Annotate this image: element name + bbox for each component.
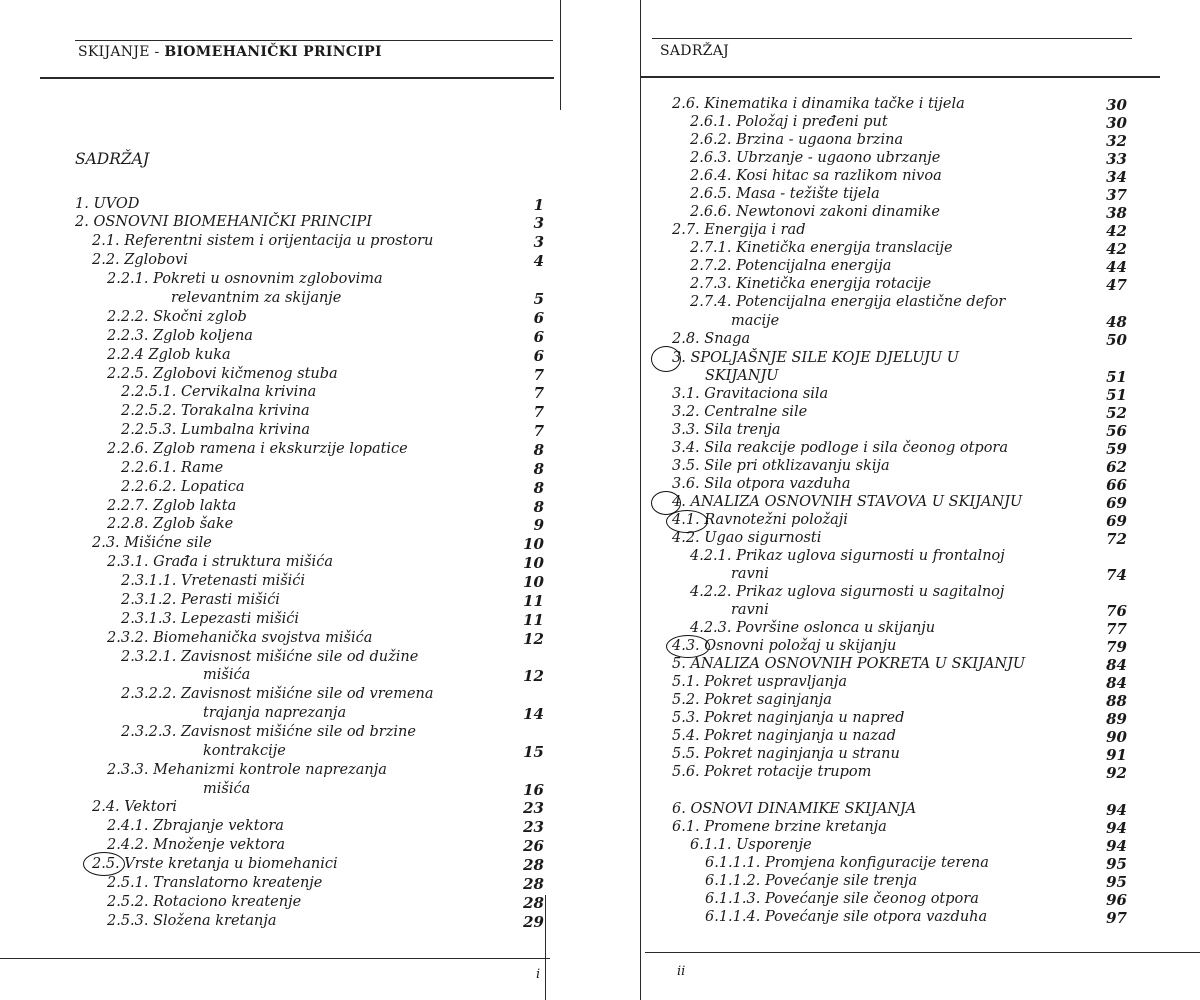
toc-entry-page: 6 <box>533 347 544 365</box>
toc-entry-page: 47 <box>1106 276 1127 294</box>
toc-entry-title: 6.1.1.4. Povećanje sile otpora vazduha <box>705 909 988 925</box>
toc-entry-page: 90 <box>1106 728 1127 746</box>
toc-entry-page: 92 <box>1106 764 1127 782</box>
left-header-bold: BIOMEHANIČKI PRINCIPI <box>164 44 382 60</box>
toc-entry-title: 2.5. Vrste kretanja u biomehanici <box>92 856 338 872</box>
toc-entry-page: 28 <box>523 856 544 874</box>
toc-entry-page: 10 <box>523 535 544 553</box>
left-header-rule-top <box>75 40 553 41</box>
toc-entry-page: 28 <box>523 875 544 893</box>
toc-entry-page: 76 <box>1106 602 1127 620</box>
right-page-number: ii <box>677 964 686 979</box>
toc-entry-page: 7 <box>533 384 544 402</box>
toc-entry-title: 3.3. Sila trenja <box>672 422 781 438</box>
toc-entry-page: 51 <box>1106 386 1127 404</box>
toc-entry-title: 2.6. Kinematika i dinamika tačke i tijela <box>672 96 965 112</box>
toc-entry-page: 50 <box>1106 331 1127 349</box>
toc-entry-title: 6.1.1.2. Povećanje sile trenja <box>705 873 918 889</box>
toc-entry-page: 7 <box>533 366 544 384</box>
toc-entry-page: 11 <box>523 592 544 610</box>
toc-entry-page: 6 <box>533 309 544 327</box>
toc-entry-title: 3.1. Gravitaciona sila <box>672 386 829 402</box>
toc-entry-page: 10 <box>523 573 544 591</box>
toc-entry-title: 2.7. Energija i rad <box>672 222 806 238</box>
toc-entry-page: 37 <box>1106 186 1127 204</box>
toc-entry-page: 8 <box>533 479 544 497</box>
toc-entry-title: 6.1.1. Usporenje <box>690 837 812 853</box>
toc-entry-title: 5.5. Pokret naginjanja u stranu <box>672 746 900 762</box>
toc-entry-page: 6 <box>533 328 544 346</box>
toc-entry-title: 2.4.2. Množenje vektora <box>107 837 285 853</box>
toc-entry-title: 2.2.5.2. Torakalna krivina <box>121 403 310 419</box>
toc-entry-title: 2.3.3. Mehanizmi kontrole naprezanja <box>107 762 387 778</box>
toc-entry-title: 2.3.1.1. Vretenasti mišići <box>121 573 306 589</box>
right-footer-rule <box>645 952 1200 953</box>
toc-entry-title: 4.2.3. Površine oslonca u skijanju <box>690 620 936 636</box>
toc-entry-title: 3.4. Sila reakcije podloge i sila čeonog otpora <box>672 440 1009 456</box>
toc-entry-title: 1. UVOD <box>75 196 140 212</box>
toc-entry-title: macije <box>731 313 780 329</box>
toc-entry-title: kontrakcije <box>203 743 286 759</box>
toc-entry-page: 7 <box>533 403 544 421</box>
left-running-header <box>78 44 382 60</box>
toc-entry-title: 2.3. Mišićne sile <box>92 535 212 551</box>
toc-entry-title: mišića <box>203 667 251 683</box>
toc-entry-page: 14 <box>523 705 544 723</box>
toc-entry-title: 2.2.2. Skočni zglob <box>107 309 247 325</box>
toc-entry-title: 4.2.2. Prikaz uglova sigurnosti u sagitalnoj <box>690 584 1005 600</box>
toc-entry-page: 51 <box>1106 368 1127 386</box>
toc-entry-page: 66 <box>1106 476 1127 494</box>
toc-entry-title: 5. ANALIZA OSNOVNIH POKRETA U SKIJANJU <box>672 656 1026 672</box>
toc-entry-title: 2.3.2.1. Zavisnost mišićne sile od dužine <box>121 649 419 665</box>
toc-entry-page: 96 <box>1106 891 1127 909</box>
circled-section-4-3 <box>666 635 710 658</box>
toc-entry-title: 2.3.2.2. Zavisnost mišićne sile od vremena <box>121 686 434 702</box>
toc-entry-title: 3. SPOLJAŠNJE SILE KOJE DJELUJU U <box>672 350 959 366</box>
toc-entry-page: 34 <box>1106 168 1127 186</box>
toc-entry-page: 84 <box>1106 674 1127 692</box>
toc-entry-title: 2.7.4. Potencijalna energija elastične defor <box>690 294 1006 310</box>
toc-entry-title: 2.6.3. Ubrzanje - ugaono ubrzanje <box>690 150 941 166</box>
toc-entry-page: 3 <box>533 233 544 251</box>
toc-entry-page: 44 <box>1106 258 1127 276</box>
right-header-text: SADRŽAJ <box>660 43 730 59</box>
toc-entry-page: 23 <box>523 799 544 817</box>
toc-entry-page: 7 <box>533 422 544 440</box>
toc-entry-title: 4.2. Ugao sigurnosti <box>672 530 822 546</box>
left-header-plain: SKIJANJE - <box>78 44 165 60</box>
toc-entry-title: SKIJANJU <box>705 368 779 384</box>
toc-entry-page: 38 <box>1106 204 1127 222</box>
toc-entry-title: mišića <box>203 781 251 797</box>
toc-entry-page: 94 <box>1106 801 1127 819</box>
toc-entry-title: ravni <box>731 602 769 618</box>
toc-entry-page: 88 <box>1106 692 1127 710</box>
toc-entry-title: 6.1. Promene brzine kretanja <box>672 819 887 835</box>
toc-entry-page: 29 <box>523 913 544 931</box>
toc-entry-page: 33 <box>1106 150 1127 168</box>
toc-entry-page: 94 <box>1106 837 1127 855</box>
left-vertical-edge-top <box>560 0 561 110</box>
toc-entry-title: 2.4.1. Zbrajanje vektora <box>107 818 284 834</box>
toc-entry-title: 4.1. Ravnotežni položaji <box>672 512 848 528</box>
toc-entry-title: 2.2.6. Zglob ramena i ekskurzije lopatice <box>107 441 408 457</box>
toc-entry-title: 2.6.4. Kosi hitac sa razlikom nivoa <box>690 168 942 184</box>
toc-entry-page: 79 <box>1106 638 1127 656</box>
toc-entry-page: 69 <box>1106 494 1127 512</box>
toc-entry-title: 2.2.7. Zglob lakta <box>107 498 237 514</box>
toc-entry-title: 2.3.1. Građa i struktura mišića <box>107 554 333 570</box>
toc-entry-title: 2.2.3. Zglob koljena <box>107 328 253 344</box>
toc-entry-page: 5 <box>533 290 544 308</box>
toc-entry-page: 89 <box>1106 710 1127 728</box>
toc-entry-title: 2.3.1.3. Lepezasti mišići <box>121 611 300 627</box>
toc-entry-title: ravni <box>731 566 769 582</box>
toc-entry-title: 2.5.1. Translatorno kreatenje <box>107 875 323 891</box>
toc-entry-page: 11 <box>523 611 544 629</box>
toc-entry-title: 3.6. Sila otpora vazduha <box>672 476 851 492</box>
toc-entry-title: 2.5.3. Složena kretanja <box>107 913 277 929</box>
left-page-number: i <box>536 967 541 982</box>
toc-entry-title: 2.7.2. Potencijalna energija <box>690 258 892 274</box>
toc-entry-page: 8 <box>533 441 544 459</box>
toc-entry-title: 2.3.2. Biomehanička svojstva mišića <box>107 630 373 646</box>
toc-entry-title: 2.2.4 Zglob kuka <box>107 347 231 363</box>
right-running-header <box>660 43 729 59</box>
toc-entry-title: 2.2.6.1. Rame <box>121 460 224 476</box>
toc-entry-page: 28 <box>523 894 544 912</box>
toc-entry-title: 2.2. Zglobovi <box>92 252 188 268</box>
toc-entry-page: 3 <box>533 214 544 232</box>
toc-entry-title: 6.1.1.1. Promjena konfiguracije terena <box>705 855 989 871</box>
toc-entry-page: 8 <box>533 498 544 516</box>
right-header-rule-bottom <box>640 76 1160 78</box>
toc-entry-title: 2.3.1.2. Perasti mišići <box>121 592 280 608</box>
toc-entry-title: 2.4. Vektori <box>92 799 177 815</box>
toc-entry-page: 77 <box>1106 620 1127 638</box>
toc-entry-page: 48 <box>1106 313 1127 331</box>
toc-entry-title: relevantnim za skijanje <box>171 290 342 306</box>
toc-entry-page: 30 <box>1106 114 1127 132</box>
toc-entry-page: 16 <box>523 781 544 799</box>
circled-section-2-5 <box>83 852 125 876</box>
toc-entry-title: 2.2.1. Pokreti u osnovnim zglobovima <box>107 271 383 287</box>
toc-entry-page: 62 <box>1106 458 1127 476</box>
toc-entry-page: 15 <box>523 743 544 761</box>
toc-entry-page: 12 <box>523 667 544 685</box>
toc-entry-page: 95 <box>1106 873 1127 891</box>
right-vertical-edge <box>640 0 641 1000</box>
toc-entry-title: 2.7.1. Kinetička energija translacije <box>690 240 953 256</box>
toc-entry-title: 6.1.1.3. Povećanje sile čeonog otpora <box>705 891 979 907</box>
toc-entry-page: 23 <box>523 818 544 836</box>
toc-entry-title: 4.2.1. Prikaz uglova sigurnosti u frontalnoj <box>690 548 1005 564</box>
toc-entry-title: 3.5. Sile pri otklizavanju skija <box>672 458 890 474</box>
toc-entry-title: 4.3. Osnovni položaj u skijanju <box>672 638 897 654</box>
toc-entry-page: 42 <box>1106 240 1127 258</box>
toc-entry-title: trajanja naprezanja <box>203 705 347 721</box>
toc-entry-page: 69 <box>1106 512 1127 530</box>
toc-entry-page: 84 <box>1106 656 1127 674</box>
toc-entry-title: 2.1. Referentni sistem i orijentacija u prostoru <box>92 233 434 249</box>
toc-entry-title: 2.2.5.3. Lumbalna krivina <box>121 422 310 438</box>
toc-entry-page: 26 <box>523 837 544 855</box>
toc-entry-page: 52 <box>1106 404 1127 422</box>
toc-entry-page: 72 <box>1106 530 1127 548</box>
toc-entry-title: 2.2.5.1. Cervikalna krivina <box>121 384 317 400</box>
toc-entry-page: 91 <box>1106 746 1127 764</box>
toc-entry-page: 74 <box>1106 566 1127 584</box>
toc-entry-title: 2.2.6.2. Lopatica <box>121 479 245 495</box>
left-vertical-edge-bottom <box>545 895 546 1000</box>
toc-entry-title: 5.4. Pokret naginjanja u nazad <box>672 728 896 744</box>
toc-entry-title: 2.2.5. Zglobovi kičmenog stuba <box>107 366 338 382</box>
toc-entry-page: 95 <box>1106 855 1127 873</box>
circled-section-3 <box>651 346 681 372</box>
toc-entry-title: 6. OSNOVI DINAMIKE SKIJANJA <box>672 801 917 817</box>
toc-entry-title: 2.6.1. Položaj i pređeni put <box>690 114 888 130</box>
toc-entry-title: 5.1. Pokret uspravljanja <box>672 674 847 690</box>
toc-entry-title: 2.6.2. Brzina - ugaona brzina <box>690 132 904 148</box>
toc-entry-title: 2. OSNOVNI BIOMEHANIČKI PRINCIPI <box>75 214 372 230</box>
toc-entry-title: 2.3.2.3. Zavisnost mišićne sile od brzine <box>121 724 416 740</box>
toc-entry-page: 1 <box>533 196 544 214</box>
toc-entry-page: 97 <box>1106 909 1127 927</box>
toc-title: SADRŽAJ <box>75 150 150 168</box>
toc-entry-title: 2.8. Snaga <box>672 331 751 347</box>
toc-entry-title: 5.3. Pokret naginjanja u napred <box>672 710 905 726</box>
toc-entry-page: 30 <box>1106 96 1127 114</box>
toc-entry-title: 5.6. Pokret rotacije trupom <box>672 764 872 780</box>
left-header-rule-bottom <box>40 77 554 79</box>
toc-entry-title: 4. ANALIZA OSNOVNIH STAVOVA U SKIJANJU <box>672 494 1023 510</box>
toc-entry-title: 2.7.3. Kinetička energija rotacije <box>690 276 932 292</box>
toc-entry-page: 42 <box>1106 222 1127 240</box>
toc-entry-page: 8 <box>533 460 544 478</box>
toc-entry-title: 3.2. Centralne sile <box>672 404 808 420</box>
toc-entry-title: 5.2. Pokret saginjanja <box>672 692 832 708</box>
toc-entry-page: 32 <box>1106 132 1127 150</box>
right-header-rule-top <box>652 38 1132 39</box>
toc-entry-title: 2.5.2. Rotaciono kreatenje <box>107 894 302 910</box>
toc-entry-title: 2.6.5. Masa - težište tijela <box>690 186 880 202</box>
toc-entry-page: 94 <box>1106 819 1127 837</box>
toc-entry-title: 2.2.8. Zglob šake <box>107 516 234 532</box>
circled-section-4-1 <box>666 510 708 533</box>
toc-entry-page: 4 <box>533 252 544 270</box>
toc-entry-page: 12 <box>523 630 544 648</box>
toc-entry-title: 2.6.6. Newtonovi zakoni dinamike <box>690 204 940 220</box>
left-footer-rule <box>0 958 550 959</box>
toc-entry-page: 59 <box>1106 440 1127 458</box>
toc-entry-page: 9 <box>533 516 544 534</box>
toc-entry-page: 10 <box>523 554 544 572</box>
toc-entry-page: 56 <box>1106 422 1127 440</box>
